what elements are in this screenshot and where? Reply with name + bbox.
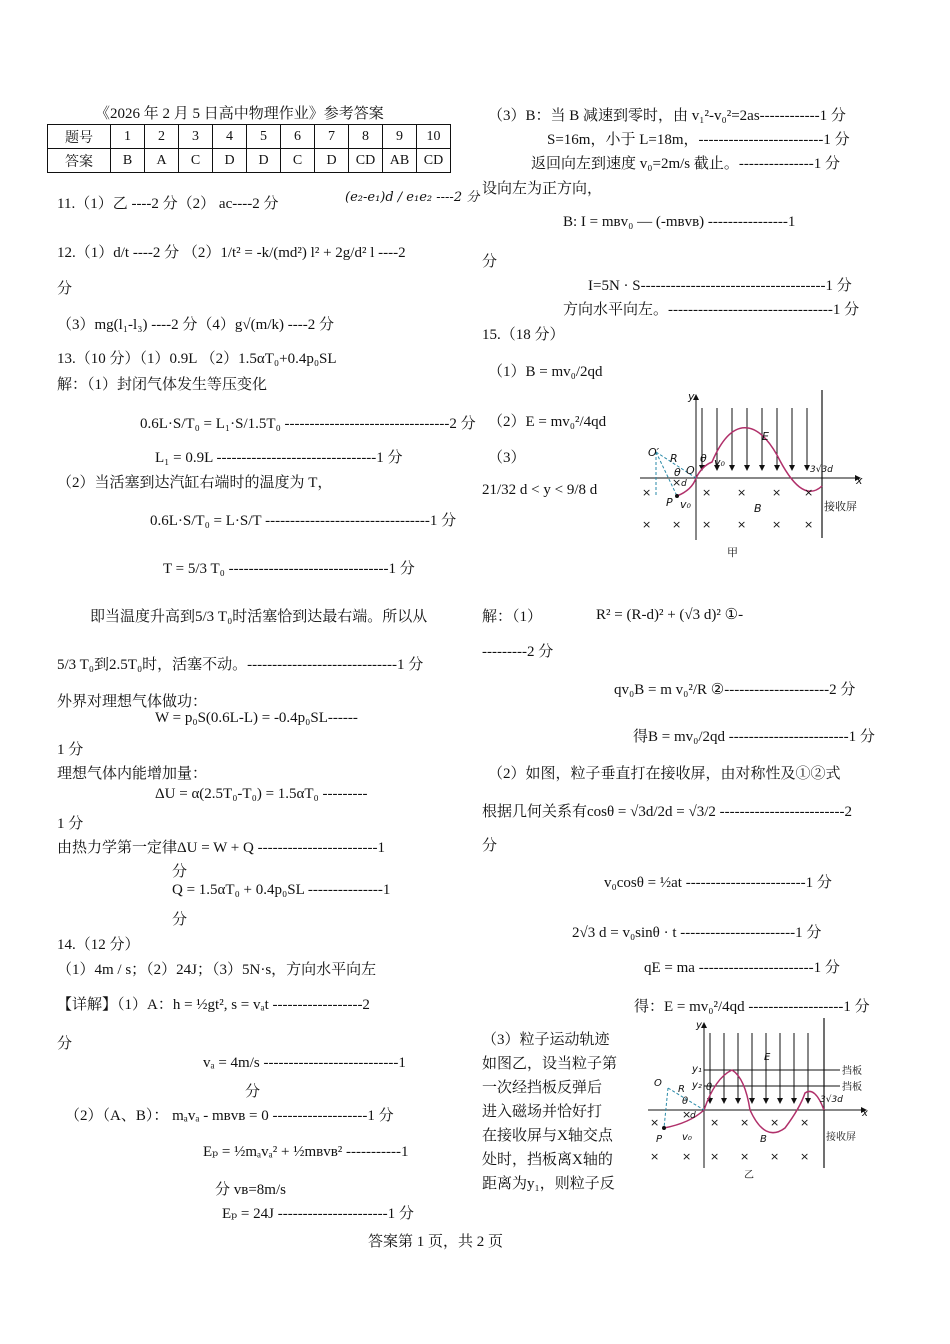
q13-fen: 分 (172, 864, 188, 880)
table-cell: D (247, 149, 281, 173)
q13-equation: W = p₀S(0.6L-L) = -0.4p₀SL------ (155, 710, 358, 726)
s-step: （2）如图，粒子垂直打在接收屏，由对称性及①②式 (488, 766, 841, 782)
table-cell: AB (383, 149, 417, 173)
fig2-label: 3√3d (820, 1095, 843, 1105)
q13-step: 即当温度升高到5/3 T₀时活塞恰到达最右端。所以从 (90, 609, 428, 625)
s-line: 在接收屏与X轴交点 (482, 1128, 613, 1144)
svg-text:×: × (737, 518, 747, 531)
table-cell: 2 (145, 125, 179, 149)
q11-formula: (e₂-e₁)d / e₁e₂ ----2 分 (345, 190, 480, 205)
q13-header: 13.（10 分）（1）0.9L （2）1.5αT₀+0.4p₀SL (57, 351, 337, 367)
fig2-label: 挡板 (842, 1066, 862, 1077)
q15-answer: （2）E = mv₀²/4qd (488, 414, 607, 430)
fig1-label: 3√3d (810, 465, 833, 475)
q13-step: 5/3 T₀到2.5T₀时，活塞不动。------------------------------1 分 (57, 657, 424, 673)
q13-step: 外界对理想气体做功： (57, 694, 208, 710)
fig2-label: E (764, 1052, 771, 1063)
s-equation: qv₀B = m v₀²/R ②---------------------2 分 (614, 682, 856, 698)
svg-text:×: × (740, 1116, 750, 1129)
table-cell: C (179, 149, 213, 173)
q14-answer: （1）4m / s；（2）24J；（3）5N·s，方向水平向左 (57, 962, 377, 978)
svg-text:×: × (710, 1116, 720, 1129)
q13-equation: 0.6L·S/T₀ = L₁·S/1.5T₀ ---------------------------------2 分 (140, 416, 476, 432)
fig2-label: θ (682, 1096, 689, 1107)
table-cell: 6 (281, 125, 315, 149)
svg-text:×: × (672, 476, 682, 489)
table-cell: CD (349, 149, 383, 173)
r-fen: 分 (482, 254, 498, 270)
q14-equation: vₐ = 4m/s ---------------------------1 (203, 1055, 406, 1071)
r-step: 返回向左到速度 v₀=2m/s 截止。---------------1 分 (531, 156, 841, 172)
svg-text:×: × (772, 486, 782, 499)
svg-text:×: × (650, 1116, 660, 1129)
fig2-label: 挡板 (842, 1082, 862, 1093)
q12b-text: （3）mg(l₁-l₃) ----2 分（4）g√(m/k) ----2 分 (57, 317, 334, 333)
s-line: 一次经挡板反弹后 (482, 1080, 603, 1096)
r-step: 设向左为正方向， (482, 181, 603, 197)
s-equation: 得：E = mv₀²/4qd -------------------1 分 (634, 999, 870, 1015)
s-line: （3）粒子运动轨迹 (482, 1032, 610, 1048)
fig1-label: P (666, 496, 673, 509)
table-cell: 4 (213, 125, 247, 149)
fig2-caption: 乙 (744, 1170, 754, 1180)
q14-step: 【详解】（1）A：h = ½gt², s = vₐt ------------------2 (57, 997, 370, 1013)
q14-step: 分 vʙ=8m/s (215, 1182, 286, 1198)
table-row (48, 125, 451, 149)
fig1-label: O′ (648, 446, 660, 459)
s-fen: 分 (482, 838, 498, 854)
table-cell: 答案 (48, 149, 111, 173)
q13-step: 由热力学第一定律ΔU = W + Q ------------------------1 (57, 840, 385, 856)
q14-fen: 分 (57, 1036, 73, 1052)
fig1-label: θ (674, 466, 681, 479)
figure-yi (640, 1018, 874, 1180)
s-equation: qE = ma -----------------------1 分 (644, 960, 840, 976)
svg-text:×: × (682, 1150, 692, 1163)
table-cell: C (281, 149, 315, 173)
table-cell: D (315, 149, 349, 173)
page-footer: 答案第 1 页，共 2 页 (368, 1234, 504, 1250)
table-cell: 8 (349, 125, 383, 149)
table-cell: 7 (315, 125, 349, 149)
q13-equation: 0.6L·S/T₀ = L·S/T ---------------------------------1 分 (150, 513, 457, 529)
q13-fen: 1 分 (57, 816, 84, 832)
q14-header: 14.（12 分） (57, 937, 140, 953)
svg-text:×: × (770, 1116, 780, 1129)
q13-step: 解：（1）封闭气体发生等压变化 (57, 377, 268, 393)
svg-text:×: × (642, 486, 652, 499)
table-cell: 9 (383, 125, 417, 149)
svg-text:×: × (642, 518, 652, 531)
fig2-label: d (690, 1111, 696, 1121)
s-line: 距离为y₁，则粒子反 (482, 1176, 615, 1192)
page-title: 《2026 年 2 月 5 日高中物理作业》参考答案 (95, 106, 384, 122)
q14-fen: 分 (245, 1084, 261, 1100)
q15-header: 15.（18 分） (482, 327, 565, 343)
fig1-label: θ (700, 452, 707, 465)
fig2-label: R (678, 1084, 685, 1095)
s-line: 如图乙，设当粒子第 (482, 1056, 618, 1072)
fig1-label: v₀ (714, 456, 725, 469)
r-step: I=5N · S-------------------------------------1 分 (588, 278, 852, 294)
s-equation: 得B = mv₀/2qd ------------------------1 分 (633, 729, 875, 745)
svg-text:×: × (672, 518, 682, 531)
s-equation: 2√3 d = v₀sinθ · t -----------------------1 分 (572, 925, 822, 941)
s-fen: ---------2 分 (482, 644, 554, 660)
q14-equation: （2）（A、B）： mₐvₐ - mʙvʙ = 0 -------------------1 分 (65, 1108, 394, 1124)
fig1-label: 接收屏 (824, 500, 857, 513)
fig1-label: O (686, 464, 695, 477)
fig2-label: B (760, 1134, 767, 1145)
q12-fen: 分 (57, 281, 73, 297)
fig1-label: v₀ (680, 498, 691, 511)
s-equation: v₀cosθ = ½at ------------------------1 分 (604, 875, 832, 891)
svg-text:×: × (650, 1150, 660, 1163)
r-step: S=16m，小于 L=18m，-------------------------1 分 (547, 132, 850, 148)
r-step: 方向水平向左。---------------------------------1 分 (563, 302, 860, 318)
fig2-axis-x: x (862, 1108, 868, 1119)
svg-text:×: × (740, 1150, 750, 1163)
table-cell: D (213, 149, 247, 173)
fig2-label: O (654, 1078, 662, 1089)
r-step: （3）B：当 B 减速到零时，由 v₁²-v₀²=2as------------1 分 (488, 108, 846, 124)
svg-text:×: × (770, 1150, 780, 1163)
svg-text:×: × (702, 486, 712, 499)
q15-answer: （1）B = mv₀/2qd (488, 364, 603, 380)
svg-text:×: × (800, 1116, 810, 1129)
svg-text:×: × (737, 486, 747, 499)
svg-text:×: × (702, 518, 712, 531)
s-step: 根据几何关系有cosθ = √3d/2d = √3/2 -------------------------2 (482, 804, 853, 820)
table-cell: 1 (111, 125, 145, 149)
q13-equation: T = 5/3 T₀ --------------------------------1 分 (163, 561, 415, 577)
table-cell: B (111, 149, 145, 173)
table-cell: 5 (247, 125, 281, 149)
q13-equation: L₁ = 0.9L --------------------------------1 分 (155, 450, 403, 466)
q14-equation: Eₚ = ½mₐvₐ² + ½mʙvʙ² -----------1 (203, 1144, 409, 1160)
table-cell: 3 (179, 125, 213, 149)
s-line: 进入磁场并恰好打 (482, 1104, 603, 1120)
svg-text:×: × (800, 1150, 810, 1163)
table-cell: CD (417, 149, 451, 173)
fig1-label: B (754, 502, 762, 515)
s-equation: R² = (R-d)² + (√3 d)² ①- (596, 607, 744, 623)
fig1-caption: 甲 (727, 546, 738, 559)
r-equation: B: I = mʙv₀ — (-mʙvʙ) ----------------1 (563, 214, 796, 230)
q15-answer: （3） (488, 450, 526, 466)
fig2-label: 接收屏 (826, 1132, 856, 1143)
fig2-label: θ (706, 1082, 713, 1093)
q12-text: 12.（1）d/t ----2 分 （2）1/t² = -k/(md²) l² + 2g/d² l ----2 (57, 245, 406, 261)
fig2-label: v₀ (682, 1132, 692, 1143)
svg-text:×: × (772, 518, 782, 531)
s-paragraph (482, 1028, 617, 1196)
table-cell: A (145, 149, 179, 173)
q13-equation: ΔU = α(2.5T₀-T₀) = 1.5αT₀ --------- (155, 786, 368, 802)
fig2-axis-y: y (696, 1020, 702, 1031)
svg-text:×: × (710, 1150, 720, 1163)
fig2-label: y₁ (692, 1064, 702, 1075)
q13-step: 理想气体内能增加量： (57, 766, 208, 782)
svg-text:×: × (804, 486, 814, 499)
answer-table (47, 124, 451, 173)
fig1-label: E (762, 430, 769, 443)
fig1-axis-x: x (856, 474, 863, 487)
fig1-axis-y: y (688, 390, 695, 403)
q13-equation: Q = 1.5αT₀ + 0.4p₀SL ---------------1 (172, 882, 391, 898)
table-cell: 10 (417, 125, 451, 149)
table-row (48, 149, 451, 173)
q13-fen: 1 分 (57, 742, 84, 758)
svg-text:×: × (682, 1108, 692, 1121)
fig2-label: y₂ (692, 1080, 702, 1091)
s-step: 解：（1） (482, 609, 543, 625)
table-cell: 题号 (48, 125, 111, 149)
figure-jia (632, 390, 870, 562)
q11-text: 11.（1）乙 ----2 分（2） ac----2 分 (57, 196, 279, 212)
q15-answer: 21/32 d < y < 9/8 d (482, 482, 598, 498)
q14-equation: Eₚ = 24J ----------------------1 分 (222, 1206, 414, 1222)
svg-text:×: × (804, 518, 814, 531)
q13-step: （2）当活塞到达汽缸右端时的温度为 T， (57, 475, 333, 491)
fig1-label: R (670, 452, 678, 465)
fig1-label: d (681, 479, 687, 489)
fig2-label: P (656, 1134, 663, 1145)
q13-fen: 分 (172, 912, 188, 928)
s-line: 处时，挡板离X轴的 (482, 1152, 613, 1168)
